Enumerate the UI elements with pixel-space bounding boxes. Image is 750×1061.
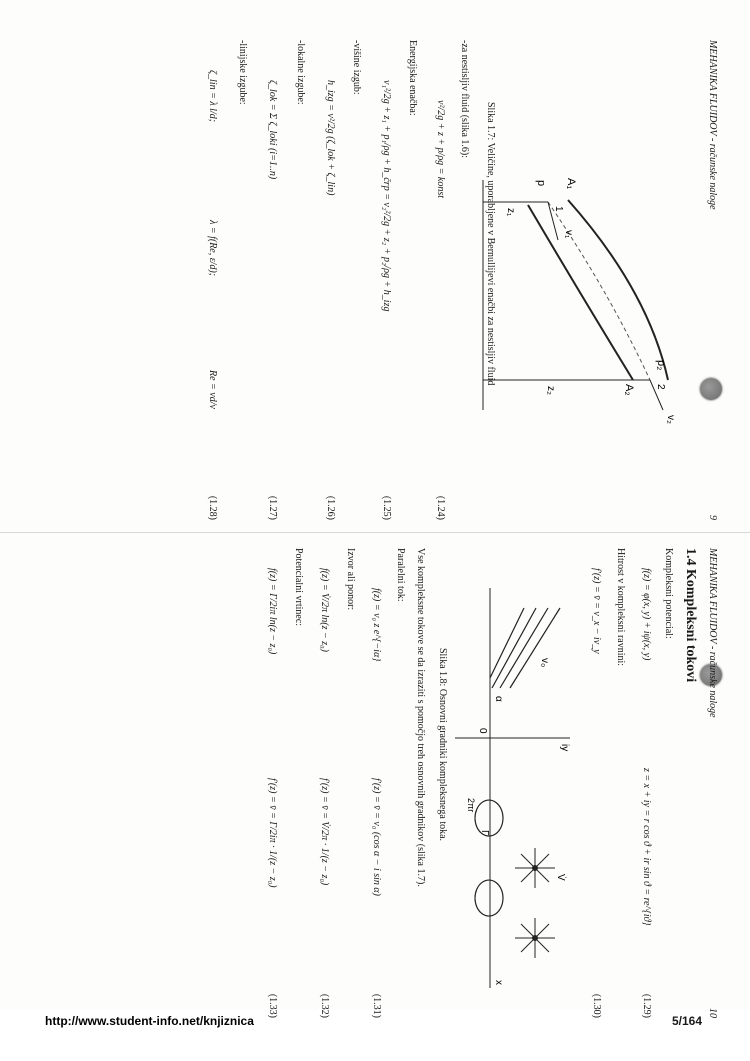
label-origin: 0 [477,728,488,734]
label-one: 1 [553,206,564,212]
equation-1-26: h_izg = v²/2g (ζ_lok + ζ_lin) [325,80,336,196]
equation-1-33a: f(z) = Γ/2iπ ln(z − z₀) [267,568,278,655]
local-losses-text: -lokalne izgube: [295,40,306,105]
equation-1-31a: f(z) = v₀ z e^{−iα} [371,588,382,662]
label-z2: z₂ [545,386,556,395]
equation-1-28c: Re = vd/ν [207,370,218,409]
equation-number-1-28: (1.28) [207,495,218,520]
figure-caption: Slika 1.8: Osnovni gradniki kompleksnega toka. [437,648,448,842]
section-title: 1.4 Kompleksni tokovi [683,548,698,683]
label-gamma: Γ [479,830,490,836]
equation-number-1-31: (1.31) [371,993,382,1018]
label-alpha: α [493,696,504,702]
potential-text: Kompleksni potencial: [663,548,674,639]
equation-1-31b: f'(z) = v̄ = v₀ (cos α − i sin α) [371,778,382,897]
equation-number-1-33: (1.33) [267,993,278,1018]
label-p1: p [535,180,547,187]
vortex-text: Potencialni vrtinec: [293,548,304,627]
equation-1-27: ζ_lok = Σ ζ_loki (i=1..n) [267,80,278,180]
page-counter: 5/164 [672,1014,703,1028]
velocity-text: Hitrost v kompleksni ravnini: [615,548,626,667]
losses-text: -višine izgub: [351,40,362,95]
equation-1-33b: f'(z) = v̄ = Γ/2iπ · 1/(z − z₀) [267,778,278,888]
footer-url-link[interactable]: http://www.student-info.net/knjiznica [45,1014,254,1028]
energy-text: Energijska enačba: [407,40,418,116]
equation-1-29b: z = x + iy = r cos ϑ + ir sin ϑ = re^{iϑ} [641,768,652,926]
equation-number-1-32: (1.32) [319,993,330,1018]
equation-number-1-27: (1.27) [267,495,278,520]
page-10 [0,548,718,1018]
page-9 [0,40,718,520]
equation-1-28b: λ = f(Re, ε/d); [207,220,218,277]
label-a1: A₁ [565,178,577,190]
equation-number-1-29: (1.29) [641,993,652,1018]
running-head-title: MEHANIKA FLUIDOV - računske naloge [707,40,718,210]
all-flows-text: Vse kompleksne tokove se da izraziti s pomočjo treh osnovnih gradnikov (slika 1.7). [415,548,426,887]
label-v1: v₁ [563,230,574,239]
equation-1-30: f'(z) = v̄ = v_x − iv_y [591,568,602,654]
running-head-title: MEHANIKA FLUIDOV - računske naloge [707,548,718,718]
figure-caption: Slika 1.7: Veličine, uporabljene v Bernullijevi enačbi za nestisljiv fluid [485,102,496,386]
equation-1-25: v₁²/2g + z₁ + p₁/ρg + h_črp = v₂²/2g + z₂ + p₂/ρg + h_izg [381,80,392,312]
page-number: 10 [707,1008,718,1018]
label-v0: v₀ [539,658,550,668]
equation-1-29a: f(z) = φ(x, y) + iψ(x, y) [641,568,652,661]
equation-number-1-30: (1.30) [591,993,602,1018]
page-number: 9 [707,515,718,520]
incompressible-text: -za nestisljiv fluid (slika 1.6): [459,40,470,159]
equation-1-24: v²/2g + z + p/ρg = konst [435,100,446,199]
equation-1-32b: f'(z) = v̄ = V̇/2π · 1/(z − z₀) [319,778,330,886]
bernoulli-figure [448,80,688,500]
equation-number-1-24: (1.24) [435,495,446,520]
label-p2: p₂ [655,360,667,371]
running-head [702,548,718,1018]
label-twopi: 2πr [466,798,476,813]
page-divider [0,532,750,533]
label-vdot: V̇ [555,874,566,881]
linear-losses-text: -linijske izgube: [237,40,248,105]
label-iy: iy [559,744,570,752]
equation-1-28a: ζ_lin = λ l/d; [207,70,218,123]
equation-number-1-26: (1.26) [325,495,336,520]
equation-1-32a: f(z) = V̇/2π ln(z − z₀) [319,568,330,652]
running-head [702,40,718,520]
label-two: 2 [655,384,666,390]
label-v2: v₂ [665,415,676,424]
source-text: Izvor ali ponor: [345,548,356,611]
label-a2: A₂ [623,384,635,396]
label-x: x [493,980,504,985]
parallel-text: Paralelni tok: [395,548,406,602]
complex-flow-figure [450,568,580,1008]
label-z1: z₁ [505,208,516,217]
equation-number-1-25: (1.25) [381,495,392,520]
